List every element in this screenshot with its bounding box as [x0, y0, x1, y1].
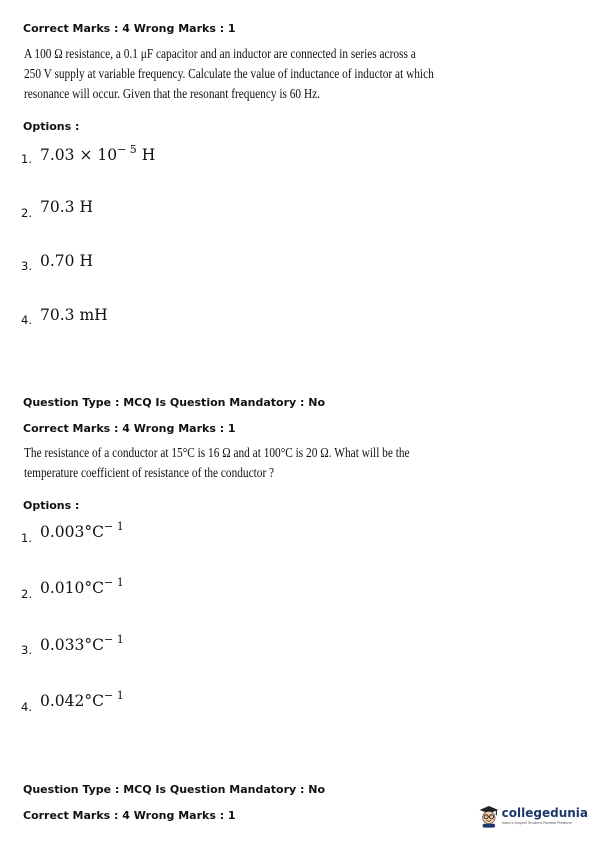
- option-number: 2.: [21, 587, 32, 601]
- option-value: $0.010^\circ C^{- 1}$: [40, 576, 124, 597]
- q2-question-text: [24, 443, 410, 483]
- option-value: $0.033^\circ C^{- 1}$: [40, 633, 124, 654]
- option-number: 3.: [21, 259, 32, 273]
- q1-text-line: resonance will occur. Given that the resonant frequency is 60 Hz.: [24, 86, 321, 101]
- collegedunia-logo: [478, 800, 588, 832]
- option-value: 70.3 mH: [40, 306, 108, 324]
- option-value: $7.03 \times 10^{- 5}$ H: [40, 143, 156, 164]
- q3-marks: Correct Marks : 4 Wrong Marks : 1: [23, 809, 236, 822]
- option-value: 0.70 H: [40, 252, 93, 270]
- q2-marks: Correct Marks : 4 Wrong Marks : 1: [23, 422, 236, 435]
- option-number: 4.: [21, 313, 32, 327]
- option-value: $0.042^\circ C^{- 1}$: [40, 689, 124, 710]
- q1-text-line: 250 V supply at variable frequency. Calculate the value of inductance of inductor at which: [24, 66, 434, 81]
- q2-text-line: temperature coefficient of resistance of the conductor ?: [24, 465, 275, 480]
- q1-marks: Correct Marks : 4 Wrong Marks : 1: [23, 22, 236, 35]
- q1-text-line: A 100 Ω resistance, a 0.1 μF capacitor and an inductor are connected in series across a: [24, 46, 416, 61]
- option-number: 1.: [21, 531, 32, 545]
- logo-tagline: India's largest Student Review Platform: [501, 821, 573, 825]
- q1-question-text: [24, 44, 434, 104]
- option-number: 1.: [21, 152, 32, 166]
- q2-text-line: The resistance of a conductor at 15°C is 16 Ω and at 100°C is 20 Ω. What will be the: [24, 445, 410, 460]
- option-number: 4.: [21, 700, 32, 714]
- q2-options-label: Options :: [23, 499, 80, 512]
- option-number: 2.: [21, 206, 32, 220]
- option-number: 3.: [21, 643, 32, 657]
- option-value: $0.003^\circ C^{- 1}$: [40, 520, 124, 541]
- option-value: 70.3 H: [40, 198, 93, 216]
- logo-name: collegedunia: [501, 806, 588, 820]
- q3-type-line: Question Type : MCQ Is Question Mandatory : No: [23, 783, 326, 796]
- q2-type-line: Question Type : MCQ Is Question Mandatory : No: [23, 396, 326, 409]
- graduate-mascot-icon: [478, 801, 500, 831]
- q1-options-label: Options :: [23, 120, 80, 133]
